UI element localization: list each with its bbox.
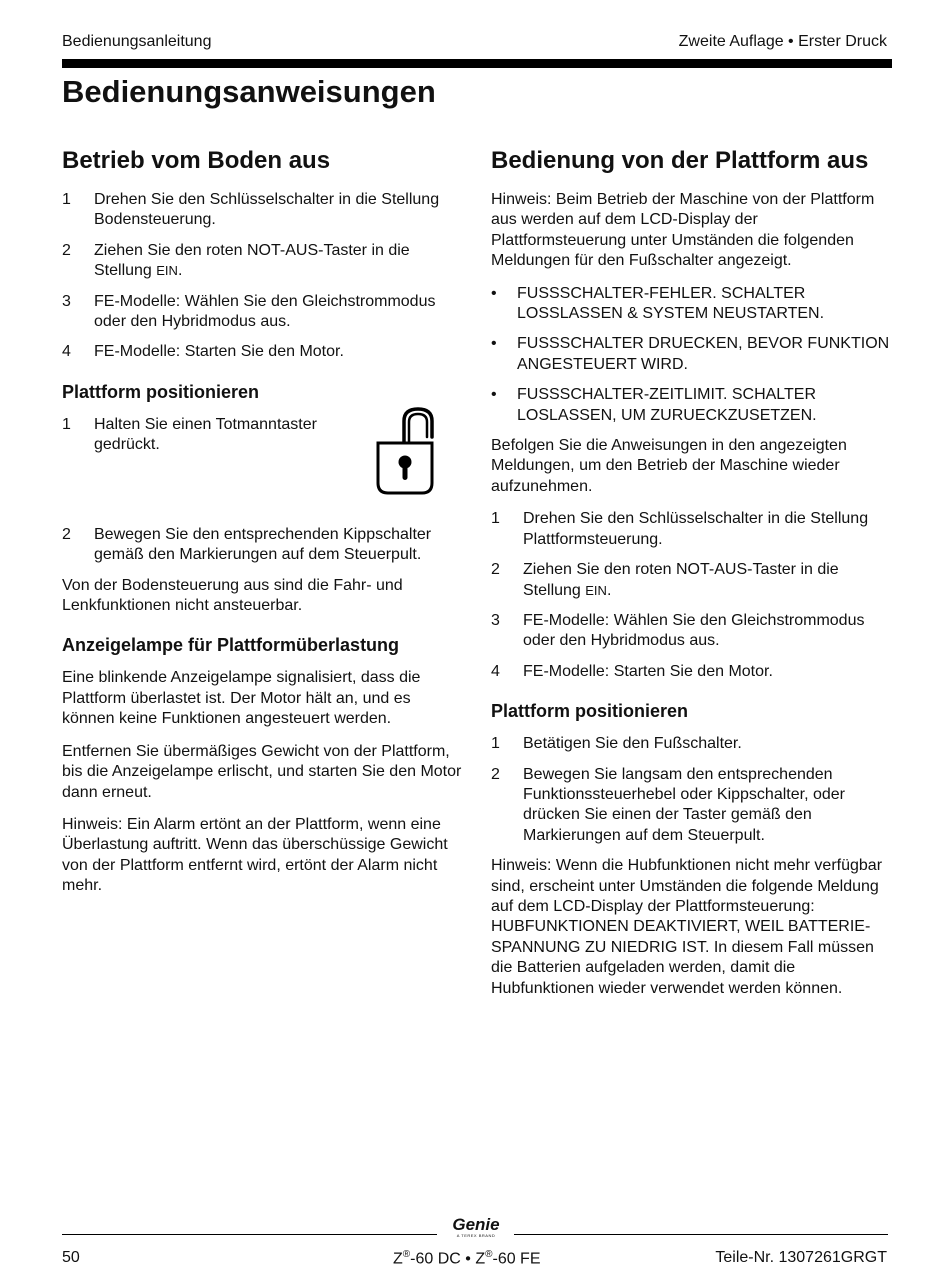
step-number: 3 xyxy=(491,611,500,629)
step-text: Betätigen Sie den Fußschalter. xyxy=(523,735,742,753)
right-column xyxy=(491,146,891,1011)
list-item xyxy=(491,560,891,601)
step-text: FE-Modelle: Starten Sie den Motor. xyxy=(94,343,344,361)
platform-operation-heading: Bedienung von der Plattform aus xyxy=(491,147,869,174)
ground-steps-list xyxy=(62,190,462,363)
step-number: 4 xyxy=(491,662,500,680)
list-item xyxy=(491,385,891,426)
page-title: Bedienungsanweisungen xyxy=(62,74,436,109)
list-item xyxy=(491,662,891,682)
step-number: 1 xyxy=(491,510,500,528)
model-mid: -60 DC • Z xyxy=(410,1250,486,1268)
platform-steps-list xyxy=(491,509,891,682)
step-text: Drehen Sie den Schlüsselschalter in die Stellung Plattformsteuerung. xyxy=(523,510,869,548)
step-text: Ziehen Sie den roten NOT-AUS-Taster in die Stellung xyxy=(523,561,839,599)
left-column xyxy=(62,146,462,909)
step-number: 1 xyxy=(62,415,71,433)
step-number: 1 xyxy=(491,735,500,753)
follow-instructions: Befolgen Sie die Anweisungen in den angezeigten Meldungen, um den Betrieb der Maschine wieder aufzunehmen. xyxy=(491,437,847,495)
bullet-icon: • xyxy=(491,386,497,404)
step-text: Halten Sie einen Totmanntaster gedrückt. xyxy=(94,415,317,454)
list-item xyxy=(491,334,891,375)
header-rule xyxy=(62,59,892,68)
message-text: FUSSSCHALTER DRUECKEN, BEVOR FUNKTION ANGESTEUERT WIRD. xyxy=(517,335,890,373)
step-text: FE-Modelle: Wählen Sie den Gleichstrommodus oder den Hybridmodus aus. xyxy=(94,292,436,331)
position-platform-heading: Plattform positionieren xyxy=(62,381,260,402)
step-text: Bewegen Sie langsam den entsprechenden Funktionssteuerhebel oder Kippschalter, oder drücken Sie einen der Taster gemäß den Markierungen auf dem Steuerpult. xyxy=(523,765,845,844)
ground-functions-note: Von der Bodensteuerung aus sind die Fahr- und Lenkfunktionen nicht ansteuerbar. xyxy=(62,576,403,615)
footswitch-note: Hinweis: Beim Betrieb der Maschine von der Plattform aus werden auf dem LCD-Display der Plattformsteuerung unter Umständen die folgenden Meldungen für den Fußschalter angezeigt. xyxy=(491,191,875,270)
registered-mark: ® xyxy=(402,1249,411,1260)
ground-operation-heading: Betrieb vom Boden aus xyxy=(62,147,331,174)
step-number: 2 xyxy=(491,561,500,579)
step-tail: . xyxy=(177,262,183,280)
list-item xyxy=(62,241,462,282)
part-number: Teile-Nr. 1307261GRGT xyxy=(715,1249,887,1266)
list-item xyxy=(62,190,462,231)
header-edition: Zweite Auflage • Erster Druck xyxy=(678,33,887,50)
position-steps-list xyxy=(62,415,462,566)
step-number: 1 xyxy=(62,191,71,208)
overload-paragraph-2: Entfernen Sie übermäßiges Gewicht von der Plattform, bis die Anzeigelampe erlischt, und starten Sie den Motor dann erneut. xyxy=(62,742,462,801)
header-manual-title: Bedienungsanleitung xyxy=(62,33,212,50)
model-letter: Z xyxy=(393,1250,403,1268)
step-small-caps: EIN xyxy=(156,263,178,279)
step-number: 4 xyxy=(62,343,71,361)
overload-heading: Anzeigelampe für Plattformüberlastung xyxy=(62,635,400,656)
footer-rule-left xyxy=(62,1234,437,1235)
step-number: 2 xyxy=(62,525,71,543)
step-small-caps: EIN xyxy=(585,582,607,598)
model-end: -60 FE xyxy=(492,1250,541,1268)
bullet-icon: • xyxy=(491,284,497,302)
model-designation xyxy=(393,1249,541,1268)
list-item xyxy=(62,292,462,333)
footer-rule-right xyxy=(514,1234,888,1235)
step-text: Drehen Sie den Schlüsselschalter in die Stellung Bodensteuerung. xyxy=(94,191,440,229)
bullet-icon: • xyxy=(491,335,497,353)
step-number: 3 xyxy=(62,292,71,310)
list-item xyxy=(62,525,462,566)
unlocked-padlock-icon xyxy=(374,407,436,499)
list-item xyxy=(62,342,462,362)
registered-mark: ® xyxy=(485,1249,493,1260)
overload-note: Hinweis: Ein Alarm ertönt an der Plattform, wenn eine Überlastung auftritt. Wenn das überschüssige Gewicht von der Plattform entfernt wird, ertönt der Alarm nicht mehr. xyxy=(62,815,448,895)
step-tail: . xyxy=(606,581,612,599)
step-text: Ziehen Sie den roten NOT-AUS-Taster in die Stellung xyxy=(94,241,410,280)
step-number: 2 xyxy=(491,765,500,783)
list-item xyxy=(491,611,891,652)
genie-logo xyxy=(441,1216,511,1238)
page-number: 50 xyxy=(62,1249,80,1266)
lift-functions-note: Hinweis: Wenn die Hubfunktionen nicht mehr verfügbar sind, erscheint unter Umständen die folgende Meldung auf dem LCD-Display der Plattformsteuerung: HUBFUNKTIONEN DEAKTIVIERT, WEIL BATTERIE-SPANNUNG ZU NIEDRIG IST. In diesem Fall müssen die Batterien aufgeladen werden, damit die Hubfunktionen wieder verwendet werden können. xyxy=(491,857,883,997)
step-text: FE-Modelle: Wählen Sie den Gleichstrommodus oder den Hybridmodus aus. xyxy=(523,611,865,650)
step-number: 2 xyxy=(62,241,71,259)
list-item xyxy=(491,509,891,550)
list-item xyxy=(62,415,462,515)
platform-position-steps-list xyxy=(491,734,891,846)
logo-wordmark: Genie xyxy=(452,1215,500,1234)
overload-paragraph-1: Eine blinkende Anzeigelampe signalisiert, dass die Plattform überlastet ist. Der Motor hält an, und es können keine Funktionen angesteuert werden. xyxy=(62,669,421,728)
list-item xyxy=(491,734,891,754)
logo-tagline: A TEREX BRAND xyxy=(456,1233,496,1238)
list-item xyxy=(491,284,891,325)
list-item xyxy=(491,765,891,847)
message-text: FUSSSCHALTER-FEHLER. SCHALTER LOSSLASSEN & SYSTEM NEUSTARTEN. xyxy=(517,284,825,323)
step-text: Bewegen Sie den entsprechenden Kippschalter gemäß den Markierungen auf dem Steuerpult. xyxy=(94,525,432,564)
message-text: FUSSSCHALTER-ZEITLIMIT. SCHALTER LOSLASSEN, UM ZURUECKZUSETZEN. xyxy=(517,386,817,424)
messages-list xyxy=(491,284,891,426)
position-platform-heading-right: Plattform positionieren xyxy=(491,701,689,722)
step-text: FE-Modelle: Starten Sie den Motor. xyxy=(523,662,773,680)
